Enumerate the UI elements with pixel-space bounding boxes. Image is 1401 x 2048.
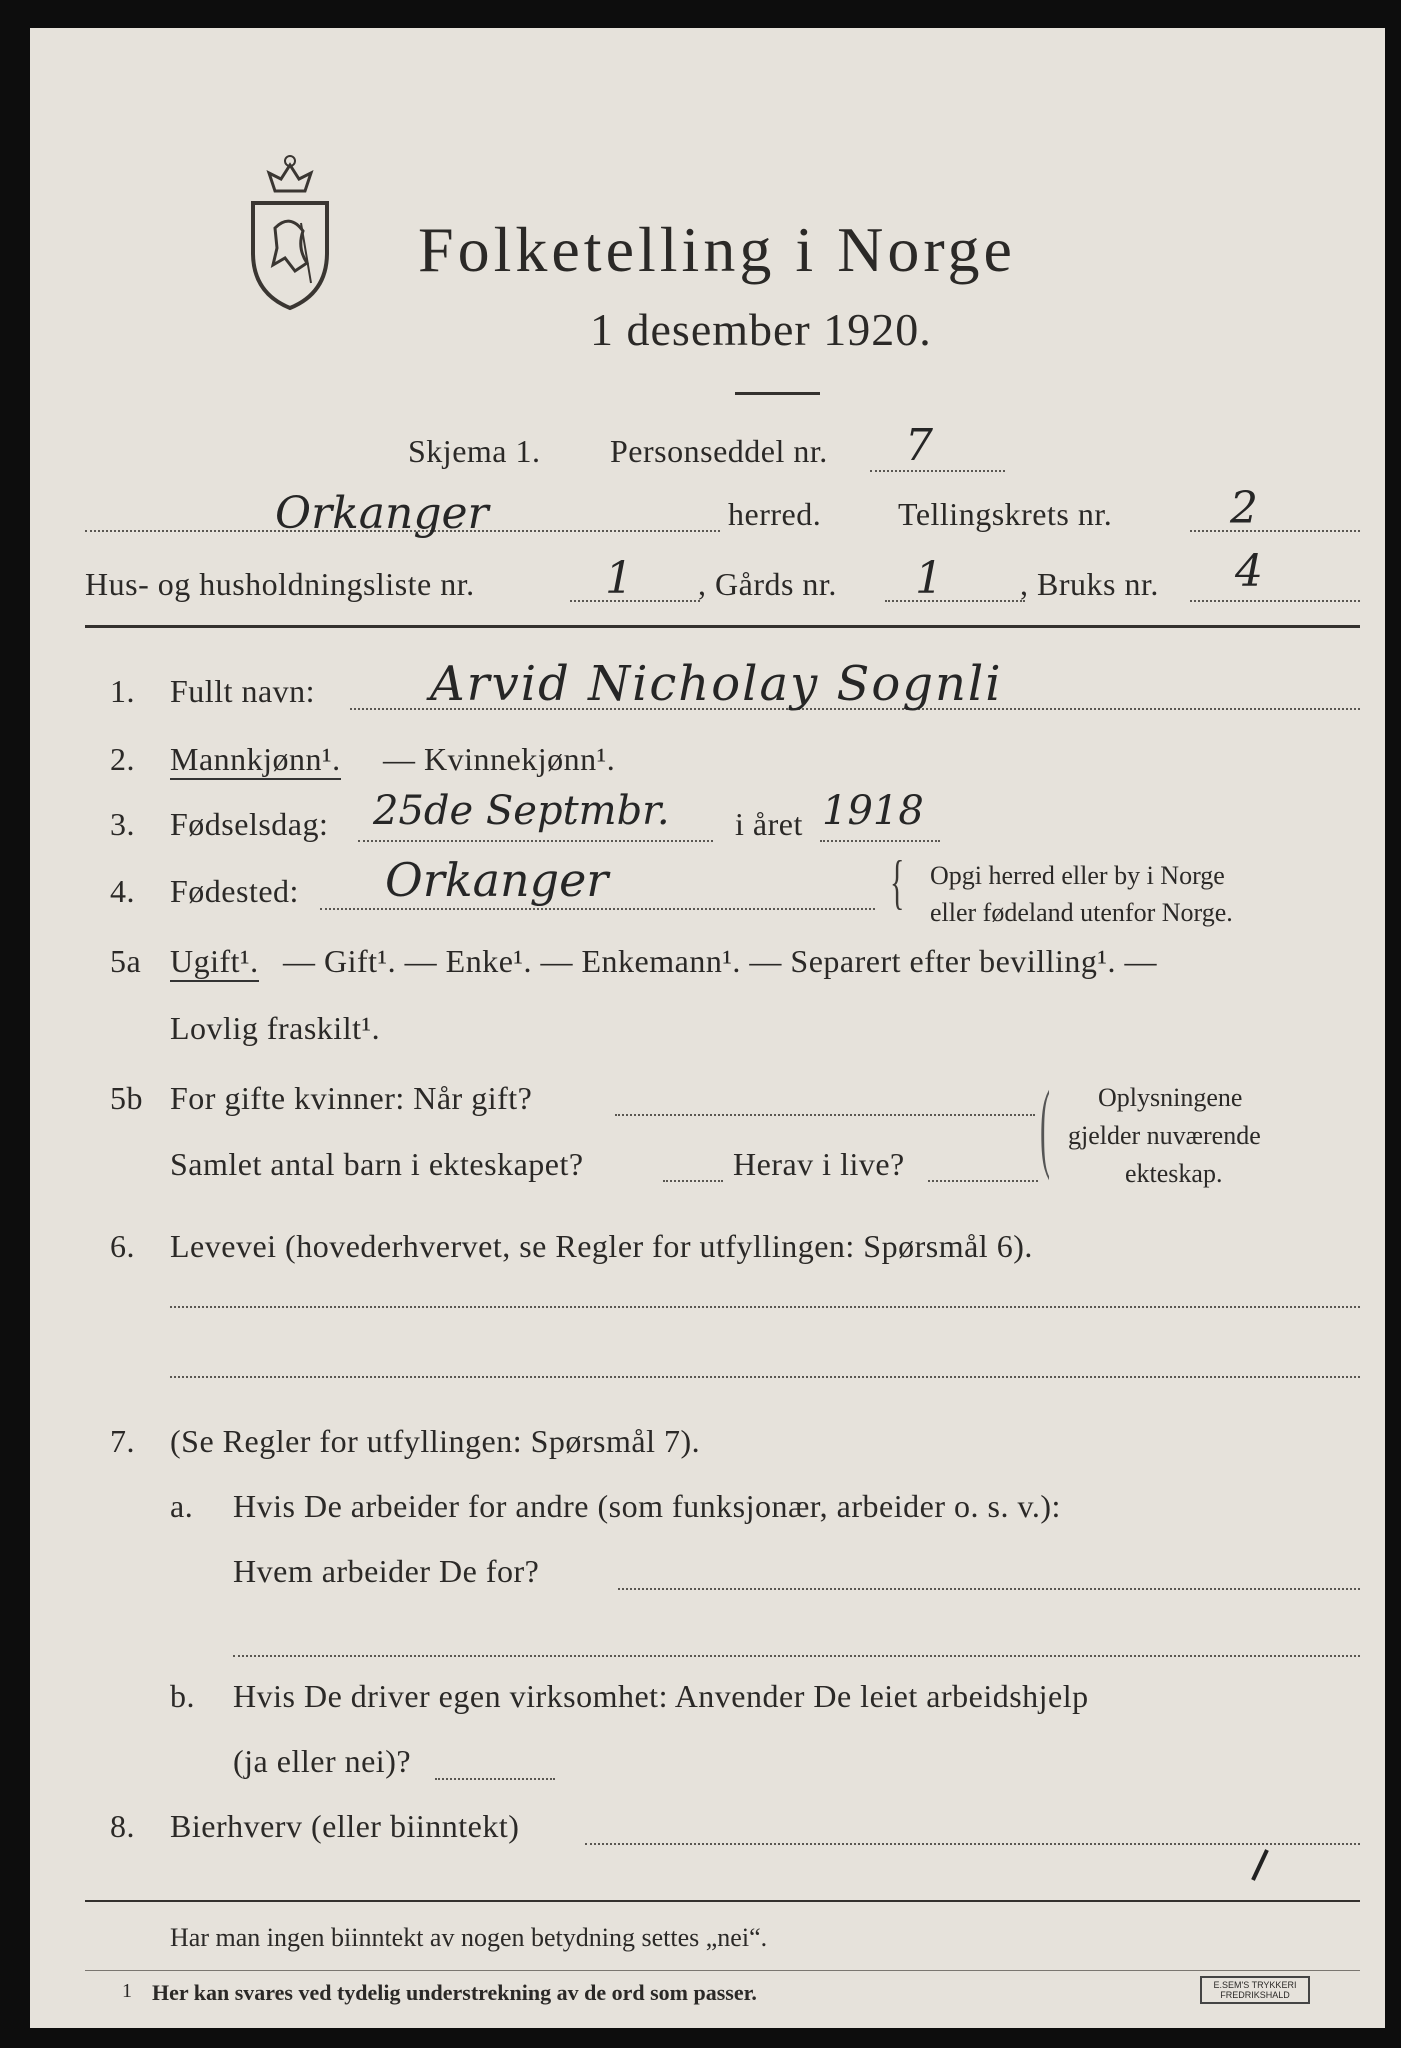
tellingskrets-value[interactable]: 2 — [1230, 483, 1258, 534]
yes-no-line[interactable] — [435, 1778, 555, 1780]
birth-year-value[interactable]: 1918 — [822, 788, 924, 834]
footnote-rule — [85, 1970, 1360, 1971]
q4-note-line2: eller fødeland utenfor Norge. — [930, 898, 1233, 927]
herred-value[interactable]: Orkanger — [275, 488, 489, 539]
q6-label: Levevei (hovederhvervet, se Regler for utfyllingen: Spørsmål 6). — [170, 1228, 1033, 1264]
q3-number: 3. — [110, 806, 135, 842]
gards-value[interactable]: 1 — [915, 553, 943, 604]
birthday-value[interactable]: 25de Septmbr. — [373, 788, 670, 834]
q5b-children-question: Samlet antal barn i ekteskapet? — [170, 1146, 584, 1182]
q5b-bracket: ( — [1040, 1070, 1050, 1181]
employer-line2[interactable] — [233, 1655, 1360, 1657]
bruks-value[interactable]: 4 — [1235, 546, 1263, 597]
gards-label: , Gårds nr. — [698, 566, 837, 602]
schema-label: Skjema 1. — [408, 433, 541, 469]
personseddel-label: Personseddel nr. — [610, 433, 828, 469]
divorced-option[interactable]: Lovlig fraskilt¹. — [170, 1010, 381, 1046]
footnote-number: 1 — [122, 1980, 132, 2002]
census-date: 1 desember 1920. — [590, 304, 932, 355]
q4-brace: { — [890, 849, 905, 915]
bruks-line — [1190, 600, 1360, 602]
husliste-value[interactable]: 1 — [605, 553, 633, 604]
q5b-alive-question: Herav i live? — [733, 1146, 905, 1182]
printer-stamp: E.SEM'S TRYKKERI FREDRIKSHALD — [1200, 1976, 1310, 2004]
q5b-note2: gjelder nuværende — [1068, 1121, 1261, 1150]
gards-line — [885, 600, 1025, 602]
q4-note-line1: Opgi herred eller by i Norge — [930, 861, 1225, 890]
q8-line[interactable] — [585, 1843, 1360, 1845]
bruks-label: , Bruks nr. — [1020, 566, 1159, 602]
q6-number: 6. — [110, 1228, 135, 1264]
footnote-text: Her kan svares ved tydelig understrekning av de ord som passer. — [152, 1980, 757, 2005]
q8-number: 8. — [110, 1808, 135, 1844]
full-name-value[interactable]: Arvid Nicholay Sognli — [430, 656, 1003, 712]
personseddel-value[interactable]: 7 — [905, 420, 933, 471]
q7a-number: a. — [170, 1488, 194, 1524]
female-option[interactable]: — Kvinnekjønn¹. — [383, 741, 616, 777]
q5a-number: 5a — [110, 943, 142, 979]
q5b-note3: ekteskap. — [1125, 1159, 1223, 1188]
employer-line[interactable] — [618, 1588, 1360, 1590]
q7b-yes-no-label: (ja eller nei)? — [233, 1743, 412, 1779]
tellingskrets-label: Tellingskrets nr. — [898, 496, 1113, 532]
birthplace-value[interactable]: Orkanger — [385, 853, 609, 907]
q3-label: Fødselsdag: — [170, 806, 329, 842]
form-title: Folketelling i Norge — [418, 214, 1016, 285]
unmarried-option-underlined[interactable]: Ugift¹. — [170, 943, 259, 982]
q5b-note1: Oplysningene — [1098, 1083, 1243, 1112]
male-option-underlined[interactable]: Mannkjønn¹. — [170, 741, 341, 780]
alive-line[interactable] — [928, 1180, 1038, 1182]
q1-number: 1. — [110, 673, 135, 709]
q7b-question: Hvis De driver egen virksomhet: Anvender De leiet arbeidshjelp — [233, 1678, 1089, 1714]
q1-label: Fullt navn: — [170, 673, 316, 709]
q6-line1[interactable] — [170, 1306, 1360, 1308]
q7-number: 7. — [110, 1423, 135, 1459]
q3-line — [358, 840, 713, 842]
q7a-employer-label: Hvem arbeider De for? — [233, 1553, 540, 1589]
year-line — [820, 840, 940, 842]
coat-of-arms-icon — [245, 153, 335, 313]
husliste-label: Hus- og husholdningsliste nr. — [85, 566, 475, 602]
marital-options[interactable]: — Gift¹. — Enke¹. — Enkemann¹. — Separert efter bevilling¹. — — [283, 943, 1157, 979]
pen-mark-icon — [1245, 1846, 1275, 1886]
title-divider — [735, 392, 820, 395]
husliste-line — [570, 600, 700, 602]
q5b-married-question: For gifte kvinner: Når gift? — [170, 1080, 533, 1116]
census-form — [30, 28, 1385, 2028]
children-line[interactable] — [663, 1180, 723, 1182]
q7b-number: b. — [170, 1678, 195, 1714]
q7a-question: Hvis De arbeider for andre (som funksjonær, arbeider o. s. v.): — [233, 1488, 1061, 1524]
footer-note: Har man ingen biinntekt av nogen betydning settes „nei“. — [170, 1923, 768, 1952]
header-rule — [85, 625, 1360, 628]
footer-rule — [85, 1900, 1360, 1902]
year-label: i året — [735, 806, 803, 842]
q7-label: (Se Regler for utfyllingen: Spørsmål 7). — [170, 1423, 701, 1459]
q4-number: 4. — [110, 873, 135, 909]
herred-label: herred. — [728, 496, 822, 532]
q4-label: Fødested: — [170, 873, 299, 909]
personseddel-line — [870, 470, 1005, 472]
q4-line — [320, 908, 875, 910]
q5b-number: 5b — [110, 1080, 143, 1116]
tellingskrets-line — [1190, 530, 1360, 532]
q8-label: Bierhverv (eller biinntekt) — [170, 1808, 520, 1844]
married-when-line[interactable] — [615, 1114, 1035, 1116]
q6-line2[interactable] — [170, 1376, 1360, 1378]
q2-number: 2. — [110, 741, 135, 777]
